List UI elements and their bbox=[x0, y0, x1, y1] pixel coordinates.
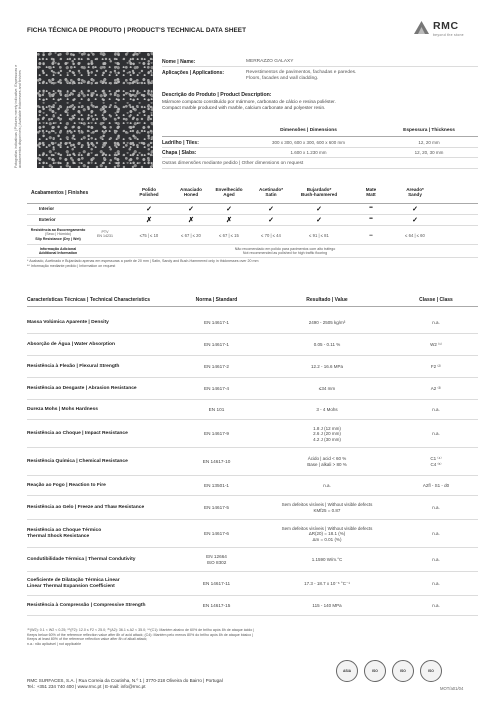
standard-cell bbox=[184, 386, 249, 392]
interior-mark: •• bbox=[369, 205, 373, 211]
dimensions-head: Dimensões | Dimensions bbox=[280, 128, 337, 133]
applications-pt: Revestimentos de pavimentos, fachadas e paredes. bbox=[246, 70, 357, 75]
class-cell bbox=[396, 531, 476, 537]
slip-value: ≤75 | ≤ 10 bbox=[139, 233, 159, 238]
result-cell bbox=[262, 320, 392, 326]
class-cell bbox=[396, 557, 476, 563]
result-line: 17.3 - 18.7 x 10⁻⁶ °C⁻¹ bbox=[304, 581, 350, 587]
result-line: 4.2 J (30 mm) bbox=[313, 436, 341, 442]
row-divider bbox=[27, 355, 478, 356]
result-cell bbox=[262, 364, 392, 370]
divider bbox=[27, 244, 478, 245]
finish-name-pt: Areado* bbox=[406, 187, 424, 192]
slip-label-line-2: (Seco | Húmido) bbox=[45, 232, 71, 237]
finish-name-en: Aged bbox=[223, 192, 235, 198]
divider bbox=[27, 306, 478, 307]
asia-certification-icon: ASIA bbox=[336, 660, 358, 682]
result-line: 2.6 J (20 mm) bbox=[313, 431, 341, 437]
finish-name-en: Satin bbox=[265, 192, 277, 198]
side-note: Fotografias indicativas | Pictures merely indicative. Espessuras e acabamentos disponíveis | Available thicknesses and finishes bbox=[14, 64, 23, 168]
result-cell bbox=[262, 456, 392, 467]
product-name: MERRAZZO GALAXY bbox=[246, 59, 294, 64]
characteristic-label bbox=[27, 483, 177, 489]
description-pt: Mármore compacto constituído por mármore, carbonato de cálcio e resina poliéster. bbox=[162, 99, 336, 104]
logo-mark-icon bbox=[414, 21, 429, 34]
result-cell bbox=[262, 386, 392, 392]
exterior-mark: ✗ bbox=[146, 217, 152, 224]
document-reference: MOT/a01/04 bbox=[440, 686, 464, 691]
standard-line: EN 14617-1 bbox=[203, 342, 230, 348]
standard-cell bbox=[184, 554, 249, 565]
class-line: F2 ⁽²⁾ bbox=[430, 364, 442, 370]
result-line: n.a. bbox=[323, 483, 331, 489]
slabs-thickness: 12, 20, 30 mm bbox=[414, 150, 444, 155]
standard-line: EN 14617-6 bbox=[203, 531, 230, 537]
note-line-2: Keeps below 60% of the reference reflection value after 8h of acid attack; (C4): Mantém pelo menos 80% do brilho após 8h de ataque básico | bbox=[27, 632, 254, 637]
row-divider bbox=[27, 447, 478, 448]
result-cell bbox=[262, 526, 392, 543]
class-cell bbox=[396, 456, 476, 467]
standard-line: EN 14617-9 bbox=[203, 431, 230, 437]
additional-label-line-2: Additional Information bbox=[38, 251, 78, 256]
name-label: Nome | Name: bbox=[162, 59, 196, 65]
notes-block bbox=[27, 628, 477, 646]
slabs-label: Chapa | Slabs: bbox=[162, 150, 197, 156]
iso-certification-icon: ISO bbox=[364, 660, 386, 682]
result-line: 12.2 - 16.6 MPa bbox=[310, 364, 344, 370]
result-cell bbox=[262, 407, 392, 413]
tiles-dimensions: 300 x 300, 600 x 300, 600 x 600 mm bbox=[271, 140, 346, 145]
interior-mark: ✓ bbox=[146, 206, 152, 213]
interior-mark: ✓ bbox=[188, 206, 194, 213]
interior-mark: ✓ bbox=[412, 206, 418, 213]
class-cell bbox=[396, 364, 476, 370]
page-title: FICHA TÉCNICA DE PRODUTO | PRODUCT'S TECHNICAL DATA SHEET bbox=[27, 27, 247, 34]
tiles-thickness: 12, 20 mm bbox=[418, 140, 440, 145]
class-line: n.a. bbox=[432, 531, 440, 537]
standard-line: ISO 8302 bbox=[206, 559, 227, 565]
result-cell bbox=[262, 426, 392, 443]
standard-cell bbox=[184, 431, 249, 437]
standard-cell bbox=[184, 320, 249, 326]
standard-line: EN 14617-11 bbox=[202, 581, 231, 587]
standard-cell bbox=[184, 603, 249, 609]
characteristic-label-line: Linear Thermal Expansion Coefficient bbox=[27, 583, 115, 589]
divider bbox=[27, 203, 478, 204]
characteristic-label bbox=[27, 342, 177, 348]
exterior-mark: ✓ bbox=[412, 217, 418, 224]
class-line: n.a. bbox=[432, 603, 440, 609]
characteristic-label-line: Resistência ao Desgaste | Abrasion Resistance bbox=[27, 386, 137, 392]
row-divider bbox=[27, 547, 478, 548]
row-divider bbox=[27, 419, 478, 420]
characteristic-label bbox=[27, 459, 177, 465]
company-line-1: RMC SURFACES, S.A. | Rua Correia da Coutinha, N.º 1 | 3770-218 Oliveira do Bairro | Portugal bbox=[27, 678, 223, 683]
slip-value: ≤ 91 | ≤ 81 bbox=[309, 233, 329, 238]
slip-value: •• bbox=[369, 233, 373, 239]
slip-value: ≤ 70 | ≤ 44 bbox=[261, 233, 281, 238]
slabs-dimensions: 1.600 x 1.230 mm bbox=[290, 150, 327, 155]
divider bbox=[162, 136, 478, 137]
additional-info-label bbox=[28, 247, 88, 256]
class-cell bbox=[396, 431, 476, 437]
result-line: KMf25 = 0.87 bbox=[313, 507, 341, 513]
exterior-label: Exterior bbox=[39, 217, 56, 222]
slip-value: ≤ 67 | ≤ 20 bbox=[181, 233, 201, 238]
standard-line: EN 14617-15 bbox=[202, 603, 231, 609]
additional-note-en: Not recommended as polished for high traffic flooring bbox=[242, 251, 328, 256]
result-line: 3 - 4 Mohs bbox=[316, 407, 338, 413]
row-divider bbox=[27, 615, 478, 616]
standard-cell bbox=[184, 342, 249, 348]
result-line: ≤34 mm bbox=[318, 386, 336, 392]
exterior-mark: ✓ bbox=[268, 217, 274, 224]
note-line-1: ⁽¹⁾(W2): 0.1 < W2 < 0.25; ⁽²⁾(F2): 12.0 ≤ F2 < 25.0; ⁽³⁾(A2): 36.1 ≤ A2 < 35.0; ⁽⁴⁾(C1): Mantém abaixo de 60% de brilho após 8h de ataque ácido | bbox=[27, 628, 255, 632]
standard-cell bbox=[184, 459, 249, 465]
row-divider bbox=[27, 595, 478, 596]
characteristic-label-line: Reação ao Fogo | Reaction to Fire bbox=[27, 483, 106, 489]
slip-value: ≤ 67 | ≤ 15 bbox=[219, 233, 239, 238]
class-line: A2 ⁽³⁾ bbox=[430, 386, 442, 392]
row-divider bbox=[27, 475, 478, 476]
logo-tagline: beyond the stone bbox=[433, 33, 464, 37]
finish-name-en: Honed bbox=[183, 192, 199, 198]
characteristic-label bbox=[27, 386, 177, 392]
standard-cell bbox=[184, 407, 249, 413]
row-divider bbox=[27, 333, 478, 334]
result-line: 2490 - 2505 kg/m³ bbox=[308, 320, 346, 326]
note-line-3: Keeps at least 80% of the reference reflection value after 8h of alkali attack; bbox=[27, 637, 148, 641]
interior-mark: ✓ bbox=[316, 206, 322, 213]
interior-mark: ✓ bbox=[226, 206, 232, 213]
divider bbox=[27, 225, 478, 226]
class-line: n.a. bbox=[432, 557, 440, 563]
finish-name-pt: Envelhecido bbox=[215, 187, 243, 192]
characteristic-label-line: Resistência ao Gelo | Freeze and Thaw Resistance bbox=[27, 505, 145, 511]
result-cell bbox=[262, 483, 392, 489]
finish-name-pt: Amaciado bbox=[180, 187, 202, 192]
slip-std-line-1: PTV bbox=[101, 230, 109, 234]
characteristic-label bbox=[27, 320, 177, 326]
finish-name-pt: Mate bbox=[365, 187, 377, 192]
standard-line: EN 14617-5 bbox=[203, 505, 230, 511]
class-head: Classe | Class bbox=[419, 297, 453, 303]
exterior-mark: ✓ bbox=[316, 217, 322, 224]
class-cell bbox=[396, 386, 476, 392]
class-cell bbox=[396, 320, 476, 326]
characteristic-label-line: Resistência ao Choque Térmico bbox=[27, 528, 102, 534]
finish-column-head bbox=[348, 187, 394, 198]
result-line: Ácido | acid < 60 % bbox=[307, 456, 347, 462]
class-line: C1 ⁽⁴⁾ bbox=[430, 456, 442, 462]
divider bbox=[27, 257, 478, 258]
standard-cell bbox=[184, 505, 249, 511]
row-divider bbox=[27, 495, 478, 496]
standard-line: EN 14617-1 bbox=[203, 320, 230, 326]
result-cell bbox=[262, 557, 392, 563]
characteristic-label-line: Absorção de Água | Water Absorption bbox=[27, 342, 115, 348]
finishes-footnote-2: ** Informação mediante pedido | Information on request bbox=[27, 264, 116, 268]
class-cell bbox=[396, 483, 476, 489]
slip-value: ≤ 64 | ≤ 60 bbox=[405, 233, 425, 238]
slip-resistance-label bbox=[28, 228, 88, 241]
class-cell bbox=[396, 342, 476, 348]
standard-cell bbox=[184, 364, 249, 370]
additional-info-note bbox=[170, 247, 400, 256]
slip-label-line-3: Slip Resistance (Dry | Wet) bbox=[35, 236, 81, 241]
row-divider bbox=[27, 377, 478, 378]
row-divider bbox=[27, 399, 478, 400]
characteristic-label bbox=[27, 557, 177, 563]
exterior-mark: ✗ bbox=[226, 217, 232, 224]
result-cell bbox=[262, 502, 392, 513]
characteristic-label bbox=[27, 603, 177, 609]
characteristics-head: Características Técnicas | Technical Characteristics bbox=[27, 297, 151, 303]
description-en: Compact marble produced with marble, calcium carbonate and polyester resin. bbox=[162, 105, 326, 110]
result-line: Base | alkali > 80 % bbox=[307, 461, 347, 467]
characteristic-label-line: Thermal Shock Resistance bbox=[27, 533, 90, 539]
standard-line: EN 14617-4 bbox=[203, 386, 230, 392]
applications-label: Aplicações | Applications: bbox=[162, 70, 225, 76]
rmc-logo bbox=[414, 20, 478, 40]
divider bbox=[27, 214, 478, 215]
divider bbox=[162, 147, 478, 148]
class-cell bbox=[396, 603, 476, 609]
description-title: Descrição do Produto | Product Description: bbox=[162, 92, 272, 98]
result-cell bbox=[262, 342, 392, 348]
class-line: n.a. bbox=[432, 407, 440, 413]
result-cell bbox=[262, 581, 392, 587]
thickness-head: Espessura | Thickness bbox=[403, 128, 455, 133]
class-line: C4 ⁽⁵⁾ bbox=[430, 461, 442, 467]
standard-line: EN 101 bbox=[208, 407, 225, 413]
characteristic-label-line: Resistência ao Choque | Impact Resistance bbox=[27, 431, 128, 437]
slip-label-line-1: Resistência ao Escorregamento bbox=[30, 228, 86, 232]
row-divider bbox=[27, 519, 478, 520]
finishes-footnote-1: * Acabado, Acetinado e Bujardado apenas em espessuras a partir de 20 mm | Satin, Sandy and Bush-Hammered only in thicknesses over 20 mm bbox=[27, 259, 259, 263]
iso-certification-icon: ISO bbox=[392, 660, 414, 682]
finish-column-head bbox=[248, 187, 294, 198]
characteristic-label-line: Dureza Mohs | Mohs Hardness bbox=[27, 407, 98, 413]
finish-name-pt: Polido bbox=[141, 187, 157, 192]
standard-head: Norma | Standard bbox=[195, 297, 238, 303]
characteristic-label-line: Condutibilidade Térmica | Thermal Condutivity bbox=[27, 557, 136, 563]
result-line: Sem defeitos visíveis | Without visible defects bbox=[281, 502, 373, 508]
standard-line: EN 14617-10 bbox=[202, 459, 231, 465]
class-line: W2 ⁽¹⁾ bbox=[430, 342, 442, 348]
result-head: Resultado | Value bbox=[306, 297, 348, 303]
finish-column-head bbox=[206, 187, 252, 198]
product-stone-image bbox=[37, 52, 153, 168]
interior-label: Interior bbox=[39, 206, 55, 211]
dimensions-note: Outras dimensões mediante pedido | Other dimensions on request bbox=[162, 161, 304, 166]
divider bbox=[162, 66, 478, 67]
result-line: ΔR(20) = 18.1 (%) bbox=[308, 531, 346, 537]
result-line: 0.05 - 0.11 % bbox=[313, 342, 341, 348]
finish-name-en: Bush-hammered bbox=[300, 192, 338, 198]
finish-name-pt: Acetinado* bbox=[259, 187, 283, 192]
tiles-label: Ladrilho | Tiles: bbox=[162, 140, 199, 146]
class-line: A2fl - S1 - d0 bbox=[422, 483, 450, 489]
standard-line: EN 14617-2 bbox=[203, 364, 230, 370]
finish-column-head bbox=[126, 187, 172, 198]
logo-text: RMC bbox=[433, 20, 459, 32]
divider bbox=[162, 157, 478, 158]
class-line: n.a. bbox=[432, 431, 440, 437]
additional-note-pt: Não recomendado em polido para pavimentos com alto tráfego bbox=[234, 247, 336, 251]
row-divider bbox=[27, 571, 478, 572]
interior-mark: ✓ bbox=[268, 206, 274, 213]
characteristic-label bbox=[27, 578, 177, 589]
class-line: n.a. bbox=[432, 581, 440, 587]
exterior-mark: ✗ bbox=[188, 217, 194, 224]
standard-line: EN 13501-1 bbox=[203, 483, 230, 489]
finish-name-en: Polished bbox=[139, 192, 159, 198]
note-line-4: n.a.: não aplicável | not applicable bbox=[27, 641, 82, 646]
class-cell bbox=[396, 505, 476, 511]
standard-cell bbox=[184, 531, 249, 537]
company-contact: Tel.: +351 234 740 400 | www.rmc.pt | E-mail: info@rmc.pt bbox=[27, 684, 146, 689]
divider bbox=[162, 168, 478, 169]
characteristic-label-line: Resistência à Flexão | Flexural Strength bbox=[27, 364, 120, 370]
class-line: n.a. bbox=[432, 505, 440, 511]
finishes-title: Acabamentos | Finishes bbox=[31, 190, 89, 196]
class-cell bbox=[396, 407, 476, 413]
characteristic-label-line: Coeficiente de Dilatação Térmica Linear bbox=[27, 578, 120, 584]
result-cell bbox=[262, 603, 392, 609]
standard-cell bbox=[184, 581, 249, 587]
characteristic-label bbox=[27, 364, 177, 370]
characteristic-label bbox=[27, 528, 177, 539]
standard-line: EN 12664 bbox=[206, 554, 227, 560]
result-line: Sem defeitos visíveis | Without visible defects bbox=[281, 525, 373, 531]
characteristic-label-line: Resistência à Compressão | Compressive Strength bbox=[27, 603, 146, 609]
slip-std-line-2: EN 14231 bbox=[97, 234, 113, 239]
applications-en: Floors, facades and wall cladding. bbox=[246, 76, 319, 81]
characteristic-label bbox=[27, 431, 177, 437]
characteristic-label bbox=[27, 407, 177, 413]
class-cell bbox=[396, 581, 476, 587]
finish-column-head bbox=[392, 187, 438, 198]
finish-name-pt: Bujardado* bbox=[306, 187, 332, 192]
exterior-mark: •• bbox=[369, 216, 373, 222]
characteristic-label bbox=[27, 505, 177, 511]
finish-column-head bbox=[296, 187, 342, 198]
characteristic-label-line: Massa Volúmica Aparente | Density bbox=[27, 320, 109, 326]
finish-name-en: Matt bbox=[366, 192, 376, 198]
result-line: Δm = 0.01 (%) bbox=[312, 536, 342, 542]
class-line: n.a. bbox=[432, 320, 440, 326]
additional-label-line-1: Informação Adicional bbox=[39, 247, 77, 251]
standard-cell bbox=[184, 483, 249, 489]
slip-standard bbox=[89, 230, 121, 239]
characteristic-label-line: Resistência Química | Chemical Resistance bbox=[27, 459, 128, 465]
iso-certification-icon: ISO bbox=[420, 660, 442, 682]
finish-name-en: Sandy bbox=[408, 192, 422, 198]
result-line: 115 - 140 MPa bbox=[312, 603, 342, 609]
result-line: 1.8 J (12 mm) bbox=[313, 425, 341, 431]
result-line: 1.1590 W/m.°C bbox=[311, 557, 343, 563]
